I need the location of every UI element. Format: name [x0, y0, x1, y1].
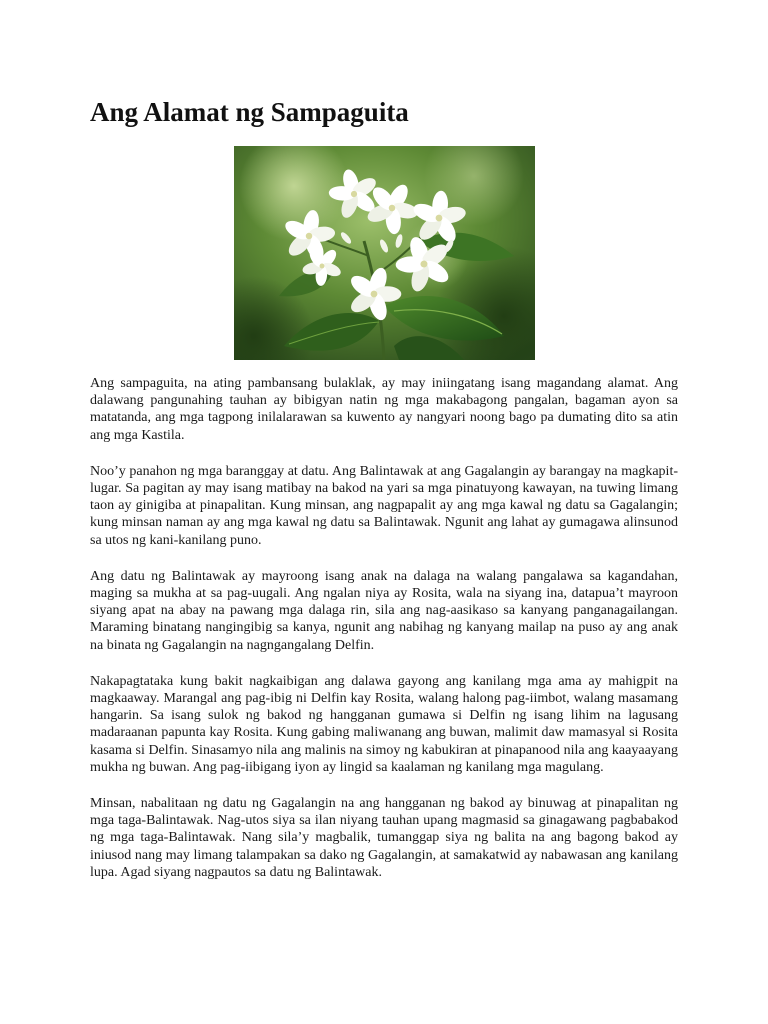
- article-body: [90, 375, 678, 900]
- page-title: Ang Alamat ng Sampaguita: [90, 97, 409, 127]
- sampaguita-flower-image: [234, 146, 535, 360]
- paragraph: Ang datu ng Balintawak ay mayroong isang anak na dalaga na walang pangalawa sa kagandahan, maging sa mukha at sa pag-uugali. Ang ngalan niya ay Rosita, wala na siyang ina, datapua’t mayroon siyang apat na abay na pawang mga dalaga rin, sila ang nag-aasikaso sa kanyang panganagailangan. Maraming binatang nangingibig sa kanya, ngunit ang nabihag ng kanyang mailap na puso ay ang anak na binata ng Gagalangin na nagngangalang Delfin.: [90, 568, 678, 653]
- sampaguita-flower-illustration: [234, 146, 535, 360]
- paragraph: Noo’y panahon ng mga baranggay at datu. Ang Balintawak at ang Gagalangin ay barangay na magkapit-lugar. Sa pagitan ay may isang matibay na bakod na yari sa mga pinatuyong kawayan, na tuwing limang taon ay ginigiba at pinapalitan. Kung minsan, ang nagpapalit ay ang mga kawal ng datu sa Gagalangin; kung minsan naman ay ang mga kawal ng datu sa Balintawak. Ngunit ang lahat ay gumagawa alinsunod sa utos ng kani-kanilang puno.: [90, 463, 678, 548]
- paragraph: Minsan, nabalitaan ng datu ng Gagalangin na ang hangganan ng bakod ay binuwag at pinapalitan ng mga taga-Balintawak. Nag-utos siya sa ilan niyang tauhan upang magmasid sa ginagawang pagbabakod ng mga taga-Balintawak. Nang sila’y magbalik, tumanggap siya ng balita na ang bagong bakod ay iniusod nang may limang talampakan sa dako ng Gagalangin, at samakatwid ay nabawasan ang kanilang lupa. Agad siyang nagpautos sa datu ng Balintawak.: [90, 796, 678, 880]
- paragraph: Ang sampaguita, na ating pambansang bulaklak, ay may iniingatang isang magandang alamat. Ang dalawang pangunahing tauhan ay bibigyan natin ng mga makabagong pangalan, bagaman ayon sa matatanda, ang mga tagpong inilalarawan sa kuwento ay nangyari noong bago pa dumating dito sa atin ang mga Kastila.: [90, 376, 678, 443]
- paragraph: Nakapagtataka kung bakit nagkaibigan ang dalawa gayong ang kanilang mga ama ay mahigpit na magkaaway. Marangal ang pag-ibig ni Delfin kay Rosita, walang halong pag-iimbot, walang masamang hangarin. Sa isang sulok ng bakod ng hangganan gumawa si Delfin ng isang lihim na lagusang madaraanan papunta kay Rosita. Kung gabing maliwanang ang buwan, malimit daw mamasyal si Rosita kasama si Delfin. Sinasamyo nila ang malinis na simoy ng kabukiran at pinapanood nila ang kaayaayang mukha ng buwan. Ang pag-iibigang iyon ay lingid sa kaalaman ng kanilang mga magulang.: [90, 673, 678, 775]
